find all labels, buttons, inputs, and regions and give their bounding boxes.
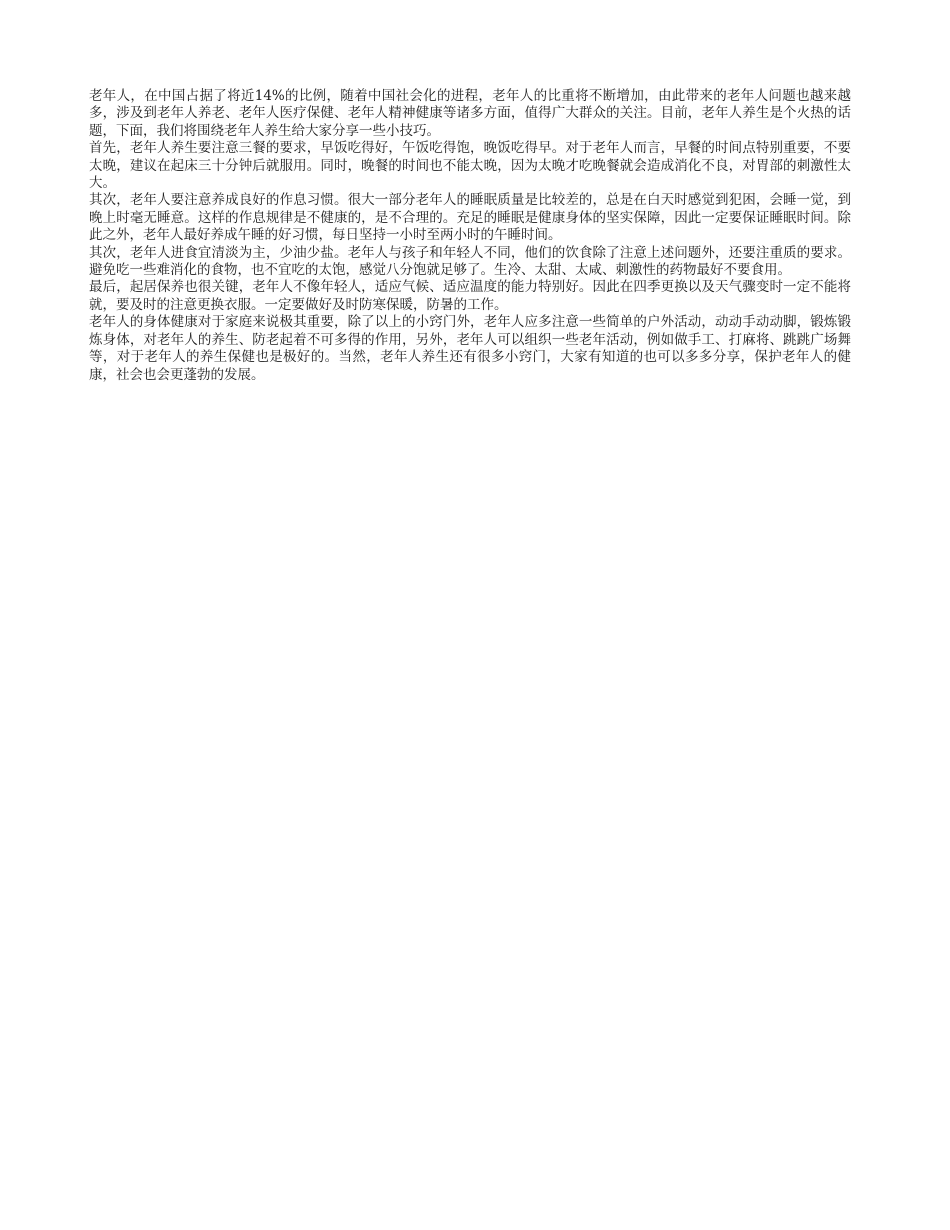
- paragraph-clothing: 最后，起居保养也很关键，老年人不像年轻人，适应气候、适应温度的能力特别好。因此在四季更换以及天气骤变时一定不能将就，要及时的注意更换衣服。一定要做好及时防寒保暖，防暑的工作。: [89, 279, 851, 313]
- paragraph-conclusion: 老年人的身体健康对于家庭来说极其重要，除了以上的小窍门外，老年人应多注意一些简单的户外活动，动动手动动脚，锻炼锻炼身体，对老年人的养生、防老起着不可多得的作用，另外，老年人可以组织一些老年活动，例如做手工、打麻将、跳跳广场舞等，对于老年人的养生保健也是极好的。当然，老年人养生还有很多小窍门，大家有知道的也可以多多分享，保护老年人的健康，社会也会更蓬勃的发展。: [89, 314, 851, 383]
- document-page: [89, 88, 851, 384]
- paragraph-sleep: 其次，老年人要注意养成良好的作息习惯。很大一部分老年人的睡眠质量是比较差的，总是在白天时感觉到犯困，会睡一觉，到晚上时毫无睡意。这样的作息规律是不健康的，是不合理的。充足的睡眠是健康身体的坚实保障，因此一定要保证睡眠时间。除此之外，老年人最好养成午睡的好习惯，每日坚持一小时至两小时的午睡时间。: [89, 192, 851, 244]
- paragraph-intro: 老年人，在中国占据了将近14%的比例，随着中国社会化的进程，老年人的比重将不断增加，由此带来的老年人问题也越来越多，涉及到老年人养老、老年人医疗保健、老年人精神健康等诸多方面，值得广大群众的关注。目前，老年人养生是个火热的话题，下面，我们将围绕老年人养生给大家分享一些小技巧。: [89, 88, 851, 139]
- paragraph-diet: 其次，老年人进食宜清淡为主，少油少盐。老年人与孩子和年轻人不同，他们的饮食除了注意上述问题外，还要注重质的要求。避免吃一些难消化的食物，也不宜吃的太饱，感觉八分饱就足够了。生冷、太甜、太咸、刺激性的药物最好不要食用。: [89, 244, 851, 279]
- paragraph-meals: 首先，老年人养生要注意三餐的要求，早饭吃得好，午饭吃得饱，晚饭吃得早。对于老年人而言，早餐的时间点特别重要，不要太晚，建议在起床三十分钟后就服用。同时，晚餐的时间也不能太晚，因为太晚才吃晚餐就会造成消化不良，对胃部的刺激性太大。: [89, 140, 851, 192]
